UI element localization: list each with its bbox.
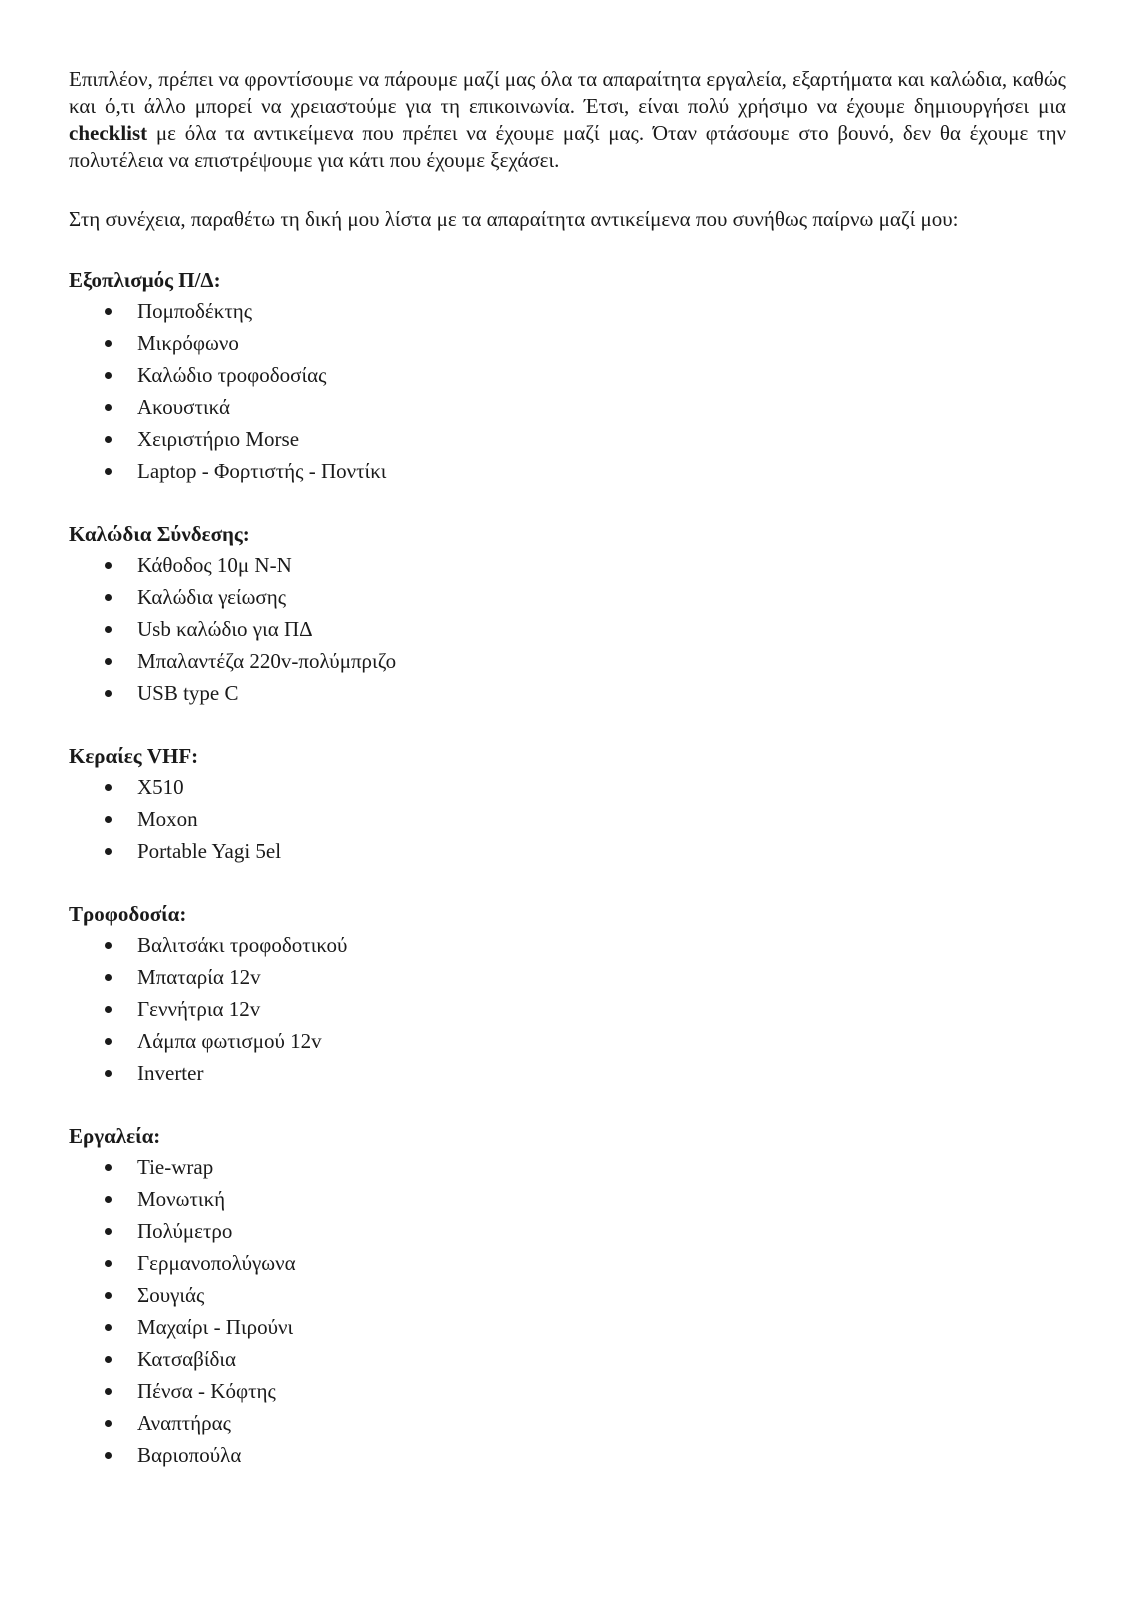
document-page — [69, 66, 1066, 1471]
list-item-label: Μικρόφωνο — [137, 331, 239, 355]
list-item-label: Βαριοπούλα — [137, 1443, 242, 1467]
bullet-icon — [105, 1070, 112, 1077]
bullet-icon — [105, 816, 112, 823]
bullet-icon — [105, 1164, 112, 1171]
bullet-icon — [105, 658, 112, 665]
list-item — [69, 677, 1066, 709]
list-item-label: Usb καλώδιο για ΠΔ — [137, 617, 313, 641]
bullet-icon — [105, 690, 112, 697]
intro-text-start: Επιπλέον, πρέπει να φροντίσουμε να πάρουμε μαζί μας όλα τα απαραίτητα εργαλεία, εξαρτήματα και καλώδια, καθώς και ό,τι άλλο μπορεί να χρειαστούμε για τη επικοινωνία. Έτσι, είναι πολύ χρήσιμο να έχουμε δημιουργήσει μια — [69, 67, 1066, 118]
bullet-list — [69, 929, 1066, 1089]
list-item-label: USB type C — [137, 681, 239, 705]
list-item-label: Μαχαίρι - Πιρούνι — [137, 1315, 294, 1339]
bullet-icon — [105, 562, 112, 569]
list-item — [69, 549, 1066, 581]
list-item — [69, 423, 1066, 455]
list-item-label: Μονωτική — [137, 1187, 226, 1211]
list-item-label: Βαλιτσάκι τροφοδοτικού — [137, 933, 348, 957]
intro-paragraph — [69, 66, 1066, 174]
list-item — [69, 1057, 1066, 1089]
list-item — [69, 1247, 1066, 1279]
bullet-icon — [105, 340, 112, 347]
list-item — [69, 803, 1066, 835]
list-item — [69, 1215, 1066, 1247]
bullet-icon — [105, 436, 112, 443]
checklist-section — [69, 741, 1066, 867]
list-item — [69, 1151, 1066, 1183]
bullet-icon — [105, 1356, 112, 1363]
list-item — [69, 1375, 1066, 1407]
bullet-icon — [105, 626, 112, 633]
section-title: Καλώδια Σύνδεσης: — [69, 522, 250, 546]
bullet-icon — [105, 404, 112, 411]
list-item-label: X510 — [137, 775, 184, 799]
list-item — [69, 359, 1066, 391]
list-item — [69, 1311, 1066, 1343]
list-item-label: Σουγιάς — [137, 1283, 205, 1307]
list-item — [69, 1279, 1066, 1311]
list-item-label: Κατσαβίδια — [137, 1347, 237, 1371]
list-item — [69, 391, 1066, 423]
list-item — [69, 929, 1066, 961]
bullet-icon — [105, 942, 112, 949]
intro-bold-term: checklist — [69, 121, 148, 145]
list-item — [69, 961, 1066, 993]
bullet-list — [69, 549, 1066, 709]
list-item-label: Ακουστικά — [137, 395, 230, 419]
bullet-icon — [105, 974, 112, 981]
bullet-list — [69, 295, 1066, 487]
section-title: Εργαλεία: — [69, 1124, 161, 1148]
section-title: Κεραίες VHF: — [69, 744, 199, 768]
list-item-label: Laptop - Φορτιστής - Ποντίκι — [137, 459, 387, 483]
checklist-section — [69, 899, 1066, 1089]
bullet-icon — [105, 1452, 112, 1459]
checklist-section — [69, 519, 1066, 709]
bullet-icon — [105, 372, 112, 379]
bullet-icon — [105, 1388, 112, 1395]
list-item-label: Μπαταρία 12v — [137, 965, 261, 989]
list-item-label: Γεννήτρια 12v — [137, 997, 261, 1021]
list-item — [69, 645, 1066, 677]
list-item-label: Λάμπα φωτισμού 12v — [137, 1029, 322, 1053]
list-item-label: Μπαλαντέζα 220v-πολύμπριζο — [137, 649, 397, 673]
list-item-label: Πομποδέκτης — [137, 299, 253, 323]
list-item — [69, 327, 1066, 359]
list-item-label: Κάθοδος 10μ N-N — [137, 553, 292, 577]
bullet-icon — [105, 1420, 112, 1427]
list-item — [69, 1183, 1066, 1215]
bullet-icon — [105, 308, 112, 315]
list-item-label: Πολύμετρο — [137, 1219, 233, 1243]
bullet-icon — [105, 1228, 112, 1235]
list-item — [69, 455, 1066, 487]
bullet-icon — [105, 1292, 112, 1299]
list-item-label: Tie-wrap — [137, 1155, 214, 1179]
list-item — [69, 771, 1066, 803]
list-item-label: Αναπτήρας — [137, 1411, 231, 1435]
list-item-label: Χειριστήριο Morse — [137, 427, 300, 451]
bullet-list — [69, 1151, 1066, 1471]
list-item-label: Καλώδια γείωσης — [137, 585, 287, 609]
list-item — [69, 1025, 1066, 1057]
section-title: Τροφοδοσία: — [69, 902, 187, 926]
list-item — [69, 993, 1066, 1025]
bullet-icon — [105, 468, 112, 475]
list-item — [69, 1407, 1066, 1439]
checklist-section — [69, 265, 1066, 487]
list-item — [69, 1343, 1066, 1375]
bullet-icon — [105, 1260, 112, 1267]
checklist-sections — [69, 265, 1066, 1471]
list-item-label: Καλώδιο τροφοδοσίας — [137, 363, 327, 387]
list-item — [69, 613, 1066, 645]
list-item-label: Γερμανοπολύγωνα — [137, 1251, 296, 1275]
checklist-section — [69, 1121, 1066, 1471]
list-item — [69, 835, 1066, 867]
bullet-icon — [105, 1196, 112, 1203]
intro-text-end: με όλα τα αντικείμενα που πρέπει να έχουμε μαζί μας. Όταν φτάσουμε στο βουνό, δεν θα έχουμε την πολυτέλεια να επιστρέψουμε για κάτι που έχουμε ξεχάσει. — [69, 121, 1066, 172]
bullet-icon — [105, 1006, 112, 1013]
list-item-label: Portable Yagi 5el — [137, 839, 282, 863]
list-item — [69, 1439, 1066, 1471]
bullet-icon — [105, 1038, 112, 1045]
section-title: Εξοπλισμός Π/Δ: — [69, 268, 221, 292]
bullet-icon — [105, 848, 112, 855]
list-item-label: Inverter — [137, 1061, 204, 1085]
bullet-list — [69, 771, 1066, 867]
list-item — [69, 295, 1066, 327]
list-item — [69, 581, 1066, 613]
bullet-icon — [105, 594, 112, 601]
list-item-label: Moxon — [137, 807, 198, 831]
list-item-label: Πένσα - Κόφτης — [137, 1379, 276, 1403]
bullet-icon — [105, 784, 112, 791]
list-lead-paragraph: Στη συνέχεια, παραθέτω τη δική μου λίστα με τα απαραίτητα αντικείμενα που συνήθως παίρνω μαζί μου: — [69, 207, 959, 231]
bullet-icon — [105, 1324, 112, 1331]
